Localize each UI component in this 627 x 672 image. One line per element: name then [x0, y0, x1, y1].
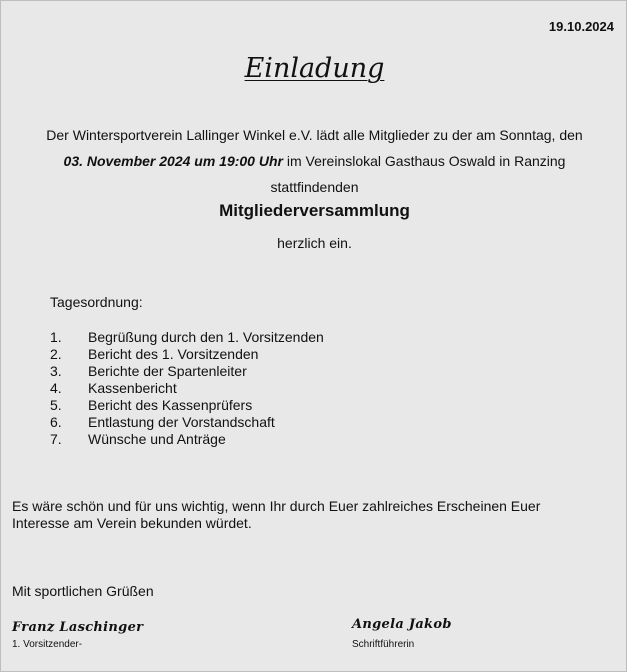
greeting: Mit sportlichen Grüßen	[12, 583, 154, 599]
intro-line-3: stattfindenden	[270, 179, 359, 195]
intro-paragraph	[1, 122, 627, 200]
agenda-item	[50, 414, 324, 431]
agenda-item	[50, 397, 324, 414]
closing-line-1: Es wäre schön und für uns wichtig, wenn Ihr durch Euer zahlreiches Erscheinen Euer	[12, 498, 541, 514]
agenda-title: Tagesordnung:	[50, 294, 143, 310]
signature-left: Franz Laschinger	[12, 620, 144, 635]
agenda-item-text: Bericht des Kassenprüfers	[88, 397, 253, 413]
closing-line-2: Interesse am Verein bekunden würdet.	[12, 515, 252, 531]
intro-line-2-rest: im Vereinslokal Gasthaus Oswald in Ranzing	[282, 153, 566, 169]
agenda-item-number: 7.	[50, 431, 62, 447]
agenda-item	[50, 346, 324, 363]
agenda-item	[50, 363, 324, 380]
agenda-item	[50, 380, 324, 397]
agenda-item	[50, 431, 324, 448]
meeting-heading: Mitgliederversammlung	[219, 201, 410, 220]
agenda-item-text: Berichte der Spartenleiter	[88, 363, 247, 379]
signature-right: Angela Jakob	[352, 617, 452, 632]
agenda-item-number: 6.	[50, 414, 62, 430]
meeting-date-time: 03. November 2024 um 19:00 Uhr	[63, 153, 283, 169]
agenda-item-text: Bericht des 1. Vorsitzenden	[88, 346, 259, 362]
agenda-item-number: 3.	[50, 363, 62, 379]
agenda-item-number: 5.	[50, 397, 62, 413]
document-title: Einladung	[244, 53, 385, 84]
agenda-item-text: Wünsche und Anträge	[88, 431, 226, 447]
agenda-item-number: 2.	[50, 346, 62, 362]
intro-line-1: Der Wintersportverein Lallinger Winkel e.V. lädt alle Mitglieder zu der am Sonntag, den	[46, 127, 583, 143]
agenda-item-text: Begrüßung durch den 1. Vorsitzenden	[88, 329, 324, 345]
agenda-list	[50, 329, 324, 448]
agenda-item-number: 1.	[50, 329, 62, 345]
agenda-item-text: Entlastung der Vorstandschaft	[88, 414, 275, 430]
intro-line-2	[1, 148, 627, 174]
agenda-item-text: Kassenbericht	[88, 380, 177, 396]
signature-left-role: 1. Vorsitzender-	[12, 639, 83, 650]
agenda-item	[50, 329, 324, 346]
document-date: 19.10.2024	[548, 19, 614, 34]
signature-right-role: Schriftführerin	[352, 639, 415, 650]
closing-paragraph	[12, 498, 612, 532]
invitation-closing-phrase: herzlich ein.	[277, 235, 352, 251]
agenda-item-number: 4.	[50, 380, 62, 396]
